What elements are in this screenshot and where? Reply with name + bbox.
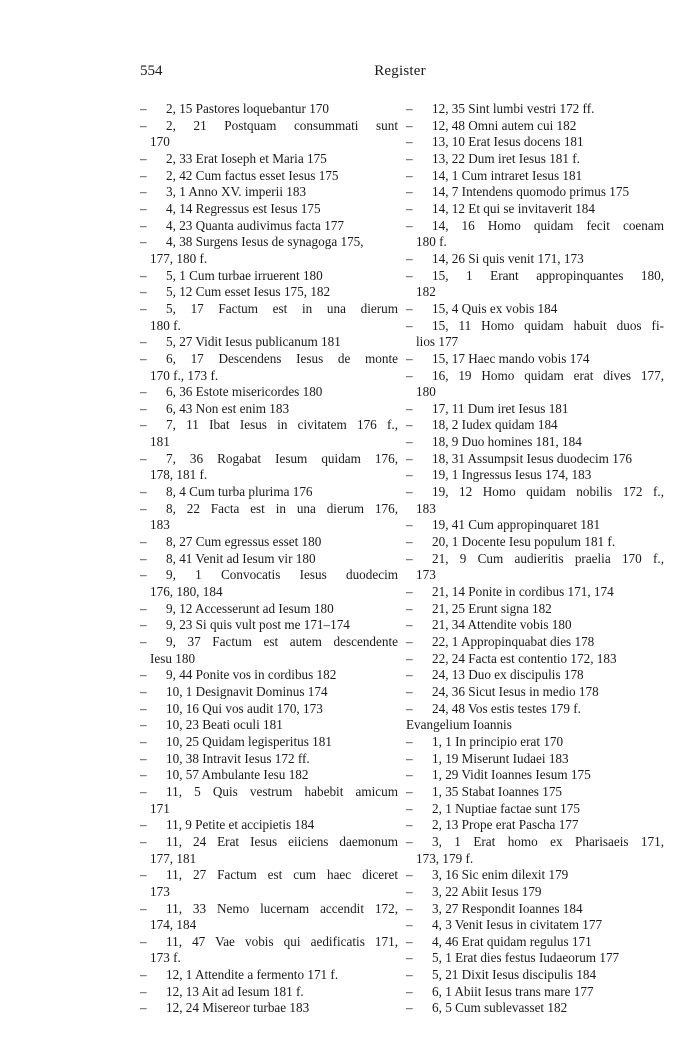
entry-text: 1, 19 Miserunt Iudaei 183 <box>432 750 569 766</box>
index-entry <box>140 234 398 267</box>
entry-continuation: 183 <box>150 517 170 533</box>
entry-text: 5, 1 Erat dies festus Iudaeorum 177 <box>432 950 620 966</box>
index-entry <box>406 401 664 418</box>
entry-dash: – <box>140 550 147 566</box>
index-entry <box>140 717 398 734</box>
index-entry <box>140 284 398 301</box>
index-entry <box>140 168 398 185</box>
entry-dash: – <box>406 417 413 433</box>
entry-text: 10, 38 Intravit Iesus 172 ff. <box>166 750 310 766</box>
index-entry <box>406 434 664 451</box>
entry-text: 9, 44 Ponite vos in cordibus 182 <box>166 667 337 683</box>
entry-text: 13, 22 Dum iret Iesus 181 f. <box>432 150 580 166</box>
entry-continuation: 170 f., 173 f. <box>150 367 219 383</box>
entry-dash: – <box>406 250 413 266</box>
index-entry <box>406 751 664 768</box>
entry-text: 22, 1 Appropinquabat dies 178 <box>432 634 595 649</box>
entry-dash: – <box>406 367 413 383</box>
entry-text: 12, 13 Ait ad Iesum 181 f. <box>166 983 304 999</box>
index-entry <box>140 268 398 285</box>
index-entry <box>406 517 664 534</box>
entry-text: 8, 4 Cum turba plurima 176 <box>166 484 313 500</box>
index-entry <box>140 834 398 867</box>
entry-continuation: 180 f. <box>150 317 181 333</box>
entry-text: 4, 14 Regressus est Iesus 175 <box>166 200 321 216</box>
index-column-right <box>406 101 664 1017</box>
entry-text: 18, 31 Assumpsit Iesus duodecim 176 <box>432 450 633 466</box>
entry-text: 14, 26 Si quis venit 171, 173 <box>432 250 584 266</box>
entry-dash: – <box>140 350 147 366</box>
entry-text: 2, 33 Erat Ioseph et Maria 175 <box>166 150 327 166</box>
entry-dash: – <box>140 967 147 983</box>
entry-continuation: 182 <box>416 284 436 300</box>
entry-text: 2, 15 Pastores loquebantur 170 <box>166 101 329 116</box>
entry-dash: – <box>140 900 147 916</box>
page-number: 554 <box>140 63 163 79</box>
entry-dash: – <box>140 384 147 400</box>
entry-text: 11, 24 Erat Iesus eiiciens daemonum <box>166 833 398 849</box>
entry-text: 9, 37 Factum est autem descendente <box>166 634 398 649</box>
entry-text: 14, 1 Cum intraret Iesus 181 <box>432 167 583 183</box>
index-entry <box>406 834 664 867</box>
index-entry <box>406 251 664 268</box>
entry-continuation: Iesu 180 <box>150 650 196 666</box>
entry-dash: – <box>406 300 413 316</box>
index-entry <box>406 884 664 901</box>
entry-text: 11, 47 Vae vobis qui aedificatis 171, <box>166 933 398 949</box>
entry-text: 7, 36 Rogabat Iesum quidam 176, <box>166 450 398 466</box>
entry-dash: – <box>406 217 413 233</box>
index-entry <box>140 218 398 235</box>
entry-text: 1, 1 In principio erat 170 <box>432 733 564 749</box>
entry-text: 18, 2 Iudex quidam 184 <box>432 417 558 433</box>
entry-text: 21, 14 Ponite in cordibus 171, 174 <box>432 584 614 600</box>
entry-text: 9, 12 Accesserunt ad Iesum 180 <box>166 600 334 616</box>
entry-text: 10, 16 Qui vos audit 170, 173 <box>166 700 323 716</box>
entry-text: 2, 13 Prope erat Pascha 177 <box>432 817 579 833</box>
index-entry <box>406 901 664 918</box>
entry-continuation: 173, 179 f. <box>416 850 474 866</box>
index-entry <box>406 551 664 584</box>
entry-text: 10, 57 Ambulante Iesu 182 <box>166 767 309 783</box>
entry-text: 5, 21 Dixit Iesus discipulis 184 <box>432 967 597 983</box>
index-entry <box>140 118 398 151</box>
entry-dash: – <box>140 933 147 949</box>
entry-dash: – <box>406 534 413 550</box>
entry-dash: – <box>406 134 413 150</box>
index-entry <box>140 751 398 768</box>
entry-continuation: 173 <box>150 883 170 899</box>
entry-dash: – <box>406 150 413 166</box>
running-head-title: Register <box>374 63 426 79</box>
entry-dash: – <box>140 683 147 699</box>
entry-text: 21, 25 Erunt signa 182 <box>432 600 552 616</box>
entry-dash: – <box>406 917 413 933</box>
entry-dash: – <box>406 900 413 916</box>
index-entry <box>140 667 398 684</box>
entry-continuation: 170 <box>150 134 170 150</box>
index-entry <box>406 184 664 201</box>
index-entry <box>406 101 664 118</box>
index-entry <box>406 417 664 434</box>
entry-text: 6, 5 Cum sublevasset 182 <box>432 1000 568 1016</box>
entry-text: 11, 5 Quis vestrum habebit amicum <box>166 783 398 799</box>
entry-dash: – <box>406 683 413 699</box>
entry-text: 6, 36 Estote misericordes 180 <box>166 384 323 400</box>
entry-dash: – <box>140 750 147 766</box>
index-entry <box>140 967 398 984</box>
entry-dash: – <box>406 783 413 799</box>
index-entry <box>140 601 398 618</box>
index-entry <box>406 584 664 601</box>
index-entry <box>406 950 664 967</box>
entry-continuation: 177, 180 f. <box>150 250 208 266</box>
entry-continuation: lios 177 <box>416 334 459 350</box>
entry-text: 6, 43 Non est enim 183 <box>166 400 290 416</box>
entry-text: 11, 33 Nemo lucernam accendit 172, <box>166 900 398 916</box>
index-entry <box>140 184 398 201</box>
entry-dash: – <box>406 517 413 533</box>
index-entry <box>406 201 664 218</box>
entry-dash: – <box>140 700 147 716</box>
index-entry <box>140 567 398 600</box>
entry-text: 2, 42 Cum factus esset Iesus 175 <box>166 167 339 183</box>
entry-dash: – <box>406 833 413 849</box>
entry-text: 24, 13 Duo ex discipulis 178 <box>432 667 584 683</box>
entry-dash: – <box>140 567 147 583</box>
index-entry <box>406 351 664 368</box>
entry-dash: – <box>140 117 147 133</box>
entry-continuation: 183 <box>416 500 436 516</box>
entry-text: 12, 35 Sint lumbi vestri 172 ff. <box>432 101 595 116</box>
entry-dash: – <box>140 500 147 516</box>
entry-text: 12, 1 Attendite a fermento 171 f. <box>166 967 339 983</box>
entry-dash: – <box>406 634 413 649</box>
index-entry <box>406 767 664 784</box>
page-header <box>140 63 660 85</box>
entry-text: 6, 1 Abiit Iesus trans mare 177 <box>432 983 594 999</box>
entry-dash: – <box>140 717 147 733</box>
entry-dash: – <box>406 1000 413 1016</box>
entry-text: 21, 9 Cum audieritis praelia 170 f., <box>432 550 664 566</box>
index-entry <box>406 701 664 718</box>
index-entry <box>406 917 664 934</box>
entry-dash: – <box>140 284 147 300</box>
entry-dash: – <box>140 983 147 999</box>
entry-continuation: 180 f. <box>416 234 447 250</box>
entry-dash: – <box>406 200 413 216</box>
index-entry <box>140 684 398 701</box>
index-entry <box>140 867 398 900</box>
entry-text: 10, 25 Quidam legisperitus 181 <box>166 733 332 749</box>
entry-text: 4, 23 Quanta audivimus facta 177 <box>166 217 344 233</box>
index-entry <box>406 601 664 618</box>
index-entry <box>140 701 398 718</box>
entry-text: 3, 1 Erat homo ex Pharisaeis 171, <box>432 833 664 849</box>
entry-dash: – <box>140 767 147 783</box>
entry-text: 7, 11 Ibat Iesus in civitatem 176 f., <box>166 417 398 433</box>
entry-continuation: 176, 180, 184 <box>150 584 223 600</box>
entry-dash: – <box>140 867 147 883</box>
entry-text: 3, 27 Respondit Ioannes 184 <box>432 900 583 916</box>
index-entry <box>406 934 664 951</box>
entry-text: 5, 12 Cum esset Iesus 175, 182 <box>166 284 331 300</box>
index-entry <box>140 201 398 218</box>
entry-text: 15, 1 Erant appropinquantes 180, <box>432 267 664 283</box>
entry-text: 3, 22 Abiit Iesus 179 <box>432 883 542 899</box>
index-entry <box>406 634 664 651</box>
entry-dash: – <box>140 167 147 183</box>
entry-text: 5, 1 Cum turbae irruerent 180 <box>166 267 323 283</box>
entry-text: 24, 36 Sicut Iesus in medio 178 <box>432 683 599 699</box>
entry-text: 10, 1 Designavit Dominus 174 <box>166 683 328 699</box>
index-entry <box>140 501 398 534</box>
entry-dash: – <box>140 217 147 233</box>
entry-text: 3, 1 Anno XV. imperii 183 <box>166 184 307 200</box>
index-column-left <box>140 101 398 1017</box>
entry-text: 8, 27 Cum egressus esset 180 <box>166 534 322 550</box>
index-entry <box>140 1000 398 1017</box>
entry-dash: – <box>406 550 413 566</box>
index-entry <box>140 417 398 450</box>
index-entry <box>406 134 664 151</box>
entry-text: 20, 1 Docente Iesu populum 181 f. <box>432 534 616 550</box>
entry-dash: – <box>140 184 147 200</box>
entry-text: 13, 10 Erat Iesus docens 181 <box>432 134 584 150</box>
entry-dash: – <box>140 150 147 166</box>
entry-text: 21, 34 Attendite vobis 180 <box>432 617 572 633</box>
index-entry <box>406 684 664 701</box>
index-entry <box>140 551 398 568</box>
entry-dash: – <box>140 267 147 283</box>
entry-dash: – <box>140 334 147 350</box>
index-entry <box>406 817 664 834</box>
index-entry <box>140 767 398 784</box>
entry-dash: – <box>140 417 147 433</box>
entry-continuation: 180 <box>416 384 436 400</box>
index-entry <box>406 484 664 517</box>
entry-dash: – <box>406 617 413 633</box>
index-entry <box>406 1000 664 1017</box>
index-entry <box>406 984 664 1001</box>
index-entry <box>140 351 398 384</box>
index-entry <box>406 451 664 468</box>
index-entry <box>406 967 664 984</box>
entry-dash: – <box>140 634 147 649</box>
index-entry <box>140 901 398 934</box>
index-entry <box>140 984 398 1001</box>
entry-dash: – <box>406 733 413 749</box>
entry-dash: – <box>406 434 413 450</box>
entry-text: 14, 7 Intendens quomodo primus 175 <box>432 184 630 200</box>
index-entry <box>406 534 664 551</box>
entry-continuation: 178, 181 f. <box>150 467 208 483</box>
entry-dash: – <box>406 867 413 883</box>
index-entry <box>140 617 398 634</box>
index-entry <box>406 867 664 884</box>
entry-dash: – <box>140 534 147 550</box>
entry-continuation: 181 <box>150 434 170 450</box>
index-entry <box>140 301 398 334</box>
entry-dash: – <box>406 750 413 766</box>
entry-text: 14, 16 Homo quidam fecit coenam <box>432 217 664 233</box>
entry-dash: – <box>140 617 147 633</box>
entry-text: 5, 27 Vidit Iesus publicanum 181 <box>166 334 341 350</box>
entry-dash: – <box>406 950 413 966</box>
entry-text: 22, 24 Facta est contentio 172, 183 <box>432 650 617 666</box>
entry-text: 2, 21 Postquam consummati sunt <box>166 117 398 133</box>
index-entry <box>140 151 398 168</box>
entry-dash: – <box>406 467 413 483</box>
entry-text: 14, 12 Et qui se invitaverit 184 <box>432 200 595 216</box>
entry-text: 9, 1 Convocatis Iesus duodecim <box>166 567 398 583</box>
entry-text: 9, 23 Si quis vult post me 171–174 <box>166 617 350 633</box>
entry-dash: – <box>406 983 413 999</box>
entry-text: 15, 17 Haec mando vobis 174 <box>432 350 590 366</box>
entry-continuation: 171 <box>150 800 170 816</box>
index-entry <box>140 384 398 401</box>
section-heading: Evangelium Ioannis <box>406 717 512 733</box>
index-entry <box>406 667 664 684</box>
index-entry <box>406 151 664 168</box>
index-entry <box>406 467 664 484</box>
entry-text: 3, 16 Sic enim dilexit 179 <box>432 867 569 883</box>
entry-dash: – <box>140 200 147 216</box>
entry-dash: – <box>406 101 413 116</box>
index-entry <box>406 318 664 351</box>
entry-dash: – <box>406 267 413 283</box>
entry-dash: – <box>406 817 413 833</box>
entry-text: 16, 19 Homo quidam erat dives 177, <box>432 367 664 383</box>
entry-text: 12, 48 Omni autem cui 182 <box>432 117 577 133</box>
entry-dash: – <box>406 700 413 716</box>
index-entry <box>140 101 398 118</box>
entry-continuation: 177, 181 <box>150 850 197 866</box>
index-entry <box>406 168 664 185</box>
entry-dash: – <box>140 450 147 466</box>
index-entry <box>406 651 664 668</box>
entry-text: 1, 29 Vidit Ioannes Iesum 175 <box>432 767 591 783</box>
entry-dash: – <box>406 117 413 133</box>
entry-dash: – <box>140 600 147 616</box>
entry-dash: – <box>406 883 413 899</box>
index-entry <box>140 451 398 484</box>
entry-text: 11, 9 Petite et accipietis 184 <box>166 817 315 833</box>
entry-dash: – <box>406 350 413 366</box>
entry-dash: – <box>140 300 147 316</box>
entry-dash: – <box>406 967 413 983</box>
entry-dash: – <box>140 667 147 683</box>
entry-dash: – <box>406 450 413 466</box>
index-entry <box>140 734 398 751</box>
entry-text: 5, 17 Factum est in una dierum <box>166 300 398 316</box>
entry-text: 18, 9 Duo homines 181, 184 <box>432 434 582 450</box>
index-entry <box>406 268 664 301</box>
entry-text: 8, 22 Facta est in una dierum 176, <box>166 500 398 516</box>
entry-text: 1, 35 Stabat Ioannes 175 <box>432 783 563 799</box>
entry-dash: – <box>406 584 413 600</box>
index-entry <box>406 368 664 401</box>
entry-dash: – <box>140 833 147 849</box>
entry-dash: – <box>406 600 413 616</box>
entry-text: 19, 1 Ingressus Iesus 174, 183 <box>432 467 592 483</box>
index-entry <box>406 218 664 251</box>
entry-dash: – <box>406 767 413 783</box>
index-entry <box>140 934 398 967</box>
index-entry <box>140 817 398 834</box>
entry-text: 24, 48 Vos estis testes 179 f. <box>432 700 581 716</box>
entry-text: 10, 23 Beati oculi 181 <box>166 717 283 733</box>
index-entry <box>406 801 664 818</box>
index-entry <box>406 617 664 634</box>
entry-text: 4, 38 Surgens Iesus de synagoga 175, <box>166 234 364 250</box>
entry-text: 4, 3 Venit Iesus in civitatem 177 <box>432 917 603 933</box>
entry-text: 17, 11 Dum iret Iesus 181 <box>432 400 569 416</box>
entry-text: 12, 24 Misereor turbae 183 <box>166 1000 310 1016</box>
entry-dash: – <box>406 667 413 683</box>
entry-text: 19, 12 Homo quidam nobilis 172 f., <box>432 484 664 500</box>
entry-dash: – <box>406 484 413 500</box>
index-entry <box>140 484 398 501</box>
entry-dash: – <box>406 317 413 333</box>
index-entry <box>140 634 398 667</box>
index-entry <box>406 118 664 135</box>
index-entry <box>140 534 398 551</box>
entry-dash: – <box>140 101 147 116</box>
entry-text: 8, 41 Venit ad Iesum vir 180 <box>166 550 316 566</box>
index-entry <box>406 784 664 801</box>
entry-dash: – <box>406 650 413 666</box>
entry-dash: – <box>140 234 147 250</box>
entry-dash: – <box>406 400 413 416</box>
entry-continuation: 173 <box>416 567 436 583</box>
entry-text: 2, 1 Nuptiae factae sunt 175 <box>432 800 580 816</box>
index-entry <box>140 334 398 351</box>
entry-dash: – <box>406 184 413 200</box>
entry-dash: – <box>140 1000 147 1016</box>
entry-dash: – <box>140 733 147 749</box>
index-entry <box>406 734 664 751</box>
entry-dash: – <box>406 800 413 816</box>
entry-dash: – <box>406 933 413 949</box>
index-entry <box>140 784 398 817</box>
entry-dash: – <box>140 783 147 799</box>
entry-text: 15, 11 Homo quidam habuit duos fi- <box>432 317 664 333</box>
index-entry <box>406 301 664 318</box>
entry-text: 6, 17 Descendens Iesus de monte <box>166 350 398 366</box>
entry-dash: – <box>406 167 413 183</box>
entry-text: 11, 27 Factum est cum haec diceret <box>166 867 398 883</box>
entry-text: 4, 46 Erat quidam regulus 171 <box>432 933 592 949</box>
index-entry <box>140 401 398 418</box>
entry-text: 15, 4 Quis ex vobis 184 <box>432 300 558 316</box>
entry-continuation: 174, 184 <box>150 917 197 933</box>
entry-dash: – <box>140 484 147 500</box>
entry-text: 19, 41 Cum appropinquaret 181 <box>432 517 601 533</box>
entry-continuation: 173 f. <box>150 950 181 966</box>
entry-dash: – <box>140 400 147 416</box>
entry-dash: – <box>140 817 147 833</box>
